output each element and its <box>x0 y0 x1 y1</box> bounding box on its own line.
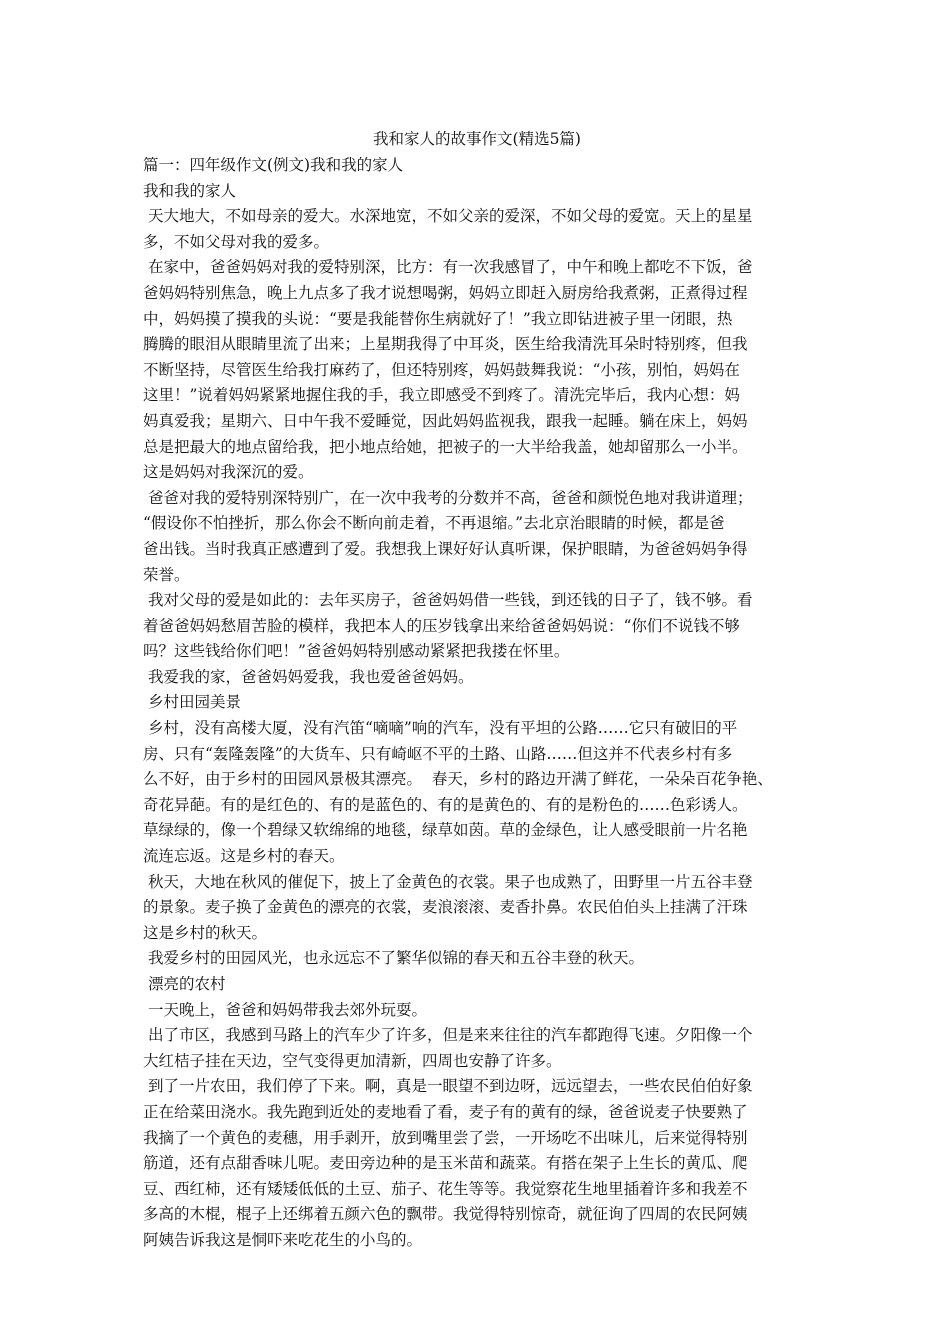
text-line: 妈真爱我；星期六、日中午我不爱睡觉，因此妈妈监视我，跟我一起睡。躺在床上，妈妈 <box>143 411 748 430</box>
text-line: 秋天，大地在秋风的催促下，披上了金黄色的衣裳。果子也成熟了，田野里一片五谷丰登 <box>143 872 753 891</box>
text-line: 我爱我的家，爸爸妈妈爱我，我也爱爸爸妈妈。 <box>143 667 474 686</box>
text-line: 这是妈妈对我深沉的爱。 <box>143 463 314 482</box>
text-line: 房、只有“轰隆轰隆”的大货车、只有崎岖不平的土路、山路……但这并不代表乡村有多 <box>143 744 733 763</box>
text-line: 吗？这些钱给你们吧！”爸爸妈妈特别感动紧紧把我搂在怀里。 <box>143 642 570 661</box>
text-line: 出了市区，我感到马路上的汽车少了许多，但是来来往往的汽车都跑得飞速。夕阳像一个 <box>143 1026 753 1045</box>
text-line: 乡村，没有高楼大厦，没有汽笛“嘀嘀”响的汽车，没有平坦的公路……它只有破旧的平 <box>143 719 738 738</box>
text-line: 腾腾的眼泪从眼睛里流了出来；上星期我得了中耳炎，医生给我清洗耳朵时特别疼，但我 <box>143 335 748 354</box>
text-line: 荣誉。 <box>143 565 190 584</box>
text-line: 多高的木棍，棍子上还绑着五颜六色的飘带。我觉得特别惊奇，就征询了四周的农民阿姨 <box>143 1205 748 1224</box>
text-line: 中，妈妈摸了摸我的头说：“要是我能替你生病就好了！”我立即钻进被子里一闭眼，热 <box>143 309 733 328</box>
text-line: 在家中，爸爸妈妈对我的爱特别深，比方：有一次我感冒了，中午和晚上都吃不下饭，爸 <box>143 258 753 277</box>
text-line: 我对父母的爱是如此的：去年买房子，爸爸妈妈借一些钱，到还钱的日子了，钱不够。看 <box>143 591 753 610</box>
text-line: 着爸爸妈妈愁眉苦脸的模样，我把本人的压岁钱拿出来给爸爸妈妈说：“你们不说钱不够 <box>143 616 740 635</box>
text-line: 这里！”说着妈妈紧紧地握住我的手，我立即感受不到疼了。清洗完毕后，我内心想：妈 <box>143 386 740 405</box>
text-line: 流连忘返。这是乡村的春天。 <box>143 847 345 866</box>
document-body <box>143 126 811 1254</box>
text-line: 篇一：四年级作文(例文)我和我的家人 <box>143 156 404 174</box>
text-line: 总是把最大的地点留给我，把小地点给她，把被子的一大半给我盖，她却留那么一小半。 <box>143 437 748 456</box>
text-line: 正在给菜田浇水。我先跑到近处的麦地看了看，麦子有的黄有的绿，爸爸说麦子快要熟了 <box>143 1102 748 1121</box>
text-line: 草绿绿的，像一个碧绿又软绵绵的地毯，绿草如茵。草的金绿色，让人感受眼前一片名艳 <box>143 821 748 840</box>
text-line: 阿姨告诉我这是恫吓来吃花生的小鸟的。 <box>143 1230 423 1249</box>
text-line: 不断坚持，尽管医生给我打麻药了，但还特别疼，妈妈鼓舞我说：“小孩，别怕，妈妈在 <box>143 360 740 379</box>
text-line: 豆、西红柿，还有矮矮低低的土豆、茄子、花生等等。我觉察花生地里插着许多和我差不 <box>143 1179 748 1198</box>
text-line: 漂亮的农村 <box>143 975 226 993</box>
text-line: 爸爸对我的爱特别深特别广，在一次中我考的分数并不高，爸爸和颜悦色地对我讲道理； <box>143 488 753 507</box>
text-line: 么不好，由于乡村的田园风景极其漂亮。 春天，乡村的路边开满了鲜花，一朵朵百花争艳、 <box>143 770 773 789</box>
text-line: 的景象。麦子换了金黄色的漂亮的衣裳，麦浪滚滚、麦香扑鼻。农民伯伯头上挂满了汗珠 <box>143 898 748 917</box>
document-text <box>143 153 811 1254</box>
text-line: 我爱乡村的田园风光，也永远忘不了繁华似锦的春天和五谷丰登的秋天。 <box>143 949 644 968</box>
text-line: “假设你不怕挫折，那么你会不断向前走着，不再退缩。”去北京治眼睛的时候，都是爸 <box>143 514 725 533</box>
text-line: 一天晚上，爸爸和妈妈带我去郊外玩耍。 <box>143 1000 427 1019</box>
text-line: 乡村田园美景 <box>143 693 241 712</box>
text-line: 多，不如父母对我的爱多。 <box>143 232 330 251</box>
text-line: 大红桔子挂在天边，空气变得更加清新，四周也安静了许多。 <box>143 1051 562 1070</box>
text-line: 我摘了一个黄色的麦穗，用手剥开，放到嘴里尝了尝，一开场吃不出味儿，后来觉得特别 <box>143 1128 748 1147</box>
text-line: 这是乡村的秋天。 <box>143 923 268 942</box>
text-line: 奇花异葩。有的是红色的、有的是蓝色的、有的是黄色的、有的是粉色的……色彩诱人。 <box>143 795 748 814</box>
text-line: 爸妈妈特别焦急，晚上九点多了我才说想喝粥，妈妈立即赶入厨房给我煮粥，正煮得过程 <box>143 283 748 302</box>
document-title: 我和家人的故事作文(精选5篇) <box>373 130 581 148</box>
text-line: 筋道，还有点甜香味儿呢。麦田旁边种的是玉米苗和蔬菜。有搭在架子上生长的黄瓜、爬 <box>143 1154 748 1173</box>
text-line: 到了一片农田，我们停了下来。啊，真是一眼望不到边呀，远远望去，一些农民伯伯好象 <box>143 1077 753 1096</box>
text-line: 我和我的家人 <box>143 181 237 200</box>
text-line: 天大地大，不如母亲的爱大。水深地宽，不如父亲的爱深，不如父母的爱宽。天上的星星 <box>143 207 753 226</box>
text-line: 爸出钱。当时我真正感遭到了爱。我想我上课好好认真听课，保护眼睛，为爸爸妈妈争得 <box>143 539 748 558</box>
